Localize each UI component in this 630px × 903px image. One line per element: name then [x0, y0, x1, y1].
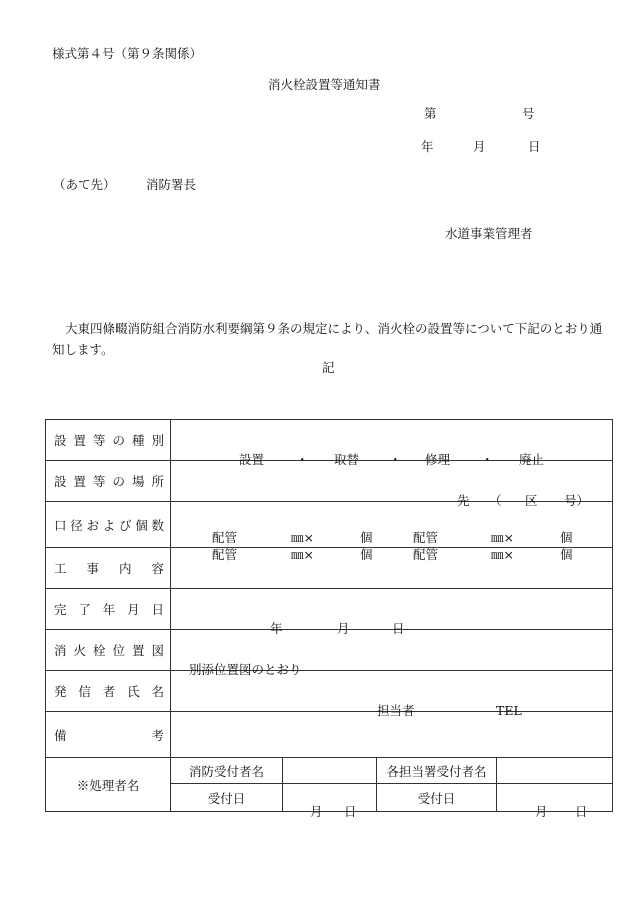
remarks-field[interactable]: [171, 712, 613, 758]
receipt-day-2: 日: [575, 803, 588, 819]
label-complete: 完了年月日: [46, 589, 171, 630]
dot-1: ・: [296, 452, 309, 467]
notice-form-table: [45, 419, 613, 819]
complete-year: 年: [270, 621, 283, 636]
date-month: 月: [473, 139, 486, 154]
form-number: 様式第４号（第９条関係）: [52, 46, 203, 61]
option-install[interactable]: 設置: [239, 452, 265, 467]
row-diameter: [46, 502, 613, 548]
fire-receiver-field[interactable]: [283, 758, 377, 784]
addressee: 消防署長: [146, 177, 197, 192]
receipt-date-field-2[interactable]: [497, 784, 613, 819]
row-sender: [46, 671, 613, 712]
receipt-month-1: 月: [310, 803, 323, 819]
mm-unit: ㎜×: [491, 546, 514, 562]
dept-receiver-label: 各担当署受付者名: [377, 758, 497, 784]
ki-mark: 記: [322, 360, 335, 375]
number-go: 号: [522, 106, 535, 121]
fire-receiver-label: 消防受付者名: [171, 758, 283, 784]
row-position: [46, 630, 613, 671]
number-dai: 第: [424, 106, 437, 121]
row-type: [46, 420, 613, 461]
dot-2: ・: [389, 452, 402, 467]
mm-unit: ㎜×: [291, 529, 314, 545]
date-day: 日: [528, 139, 541, 154]
label-place: 設置等の場所: [46, 461, 171, 502]
place-go: 号）: [564, 493, 590, 508]
receipt-month-2: 月: [535, 803, 548, 819]
pipe-label: 配管: [413, 546, 439, 562]
page-title: 消火栓設置等通知書: [268, 77, 381, 92]
type-options: [171, 420, 613, 467]
count-unit: 個: [560, 546, 573, 562]
row-work: [46, 548, 613, 589]
addressee-prefix: （あて先）: [53, 177, 116, 192]
row-remarks: [46, 712, 613, 758]
place-paren: （: [489, 493, 502, 508]
option-abolish[interactable]: 廃止: [519, 452, 545, 467]
dot-3: ・: [481, 452, 494, 467]
position-value: 別添位置図のとおり: [189, 662, 302, 677]
count-unit: 個: [560, 529, 573, 545]
dept-receiver-field[interactable]: [497, 758, 613, 784]
complete-day: 日: [392, 621, 405, 636]
count-unit: 個: [360, 546, 373, 562]
row-complete: [46, 589, 613, 630]
receipt-date-label-2: 受付日: [377, 784, 497, 812]
diameter-field[interactable]: [171, 502, 613, 562]
label-sender: 発信者氏名: [46, 671, 171, 712]
mm-unit: ㎜×: [491, 529, 514, 545]
receipt-date-label-1: 受付日: [171, 784, 283, 812]
place-saki: 先: [457, 493, 470, 508]
receipt-day-1: 日: [344, 803, 357, 819]
receipt-date-field-1[interactable]: [283, 784, 377, 819]
place-ku: 区: [525, 493, 538, 508]
pipe-label: 配管: [212, 529, 238, 545]
label-type: 設置等の種別: [46, 420, 171, 461]
notice-paragraph: 大東四條畷消防組合消防水利要綱第９条の規定により、消火栓の設置等について下記のとおり通知します。: [52, 321, 603, 357]
complete-month: 月: [337, 621, 350, 636]
row-handler-1: [46, 758, 613, 784]
date-year: 年: [421, 139, 434, 154]
count-unit: 個: [360, 529, 373, 545]
tel-label: TEL: [496, 703, 522, 718]
mm-unit: ㎜×: [291, 546, 314, 562]
label-work: 工事内容: [46, 548, 171, 589]
option-repair[interactable]: 修理: [425, 452, 451, 467]
label-position: 消火栓位置図: [46, 630, 171, 671]
sender: 水道事業管理者: [445, 226, 533, 241]
tanto-label: 担当者: [377, 703, 415, 718]
pipe-label: 配管: [212, 546, 238, 562]
label-diameter: 口径および個数: [46, 502, 171, 548]
complete-date-field[interactable]: [171, 589, 613, 636]
label-handler: ※処理者名: [46, 758, 171, 812]
option-replace[interactable]: 取替: [334, 452, 360, 467]
label-remarks: 備考: [46, 712, 171, 758]
pipe-label: 配管: [413, 529, 439, 545]
